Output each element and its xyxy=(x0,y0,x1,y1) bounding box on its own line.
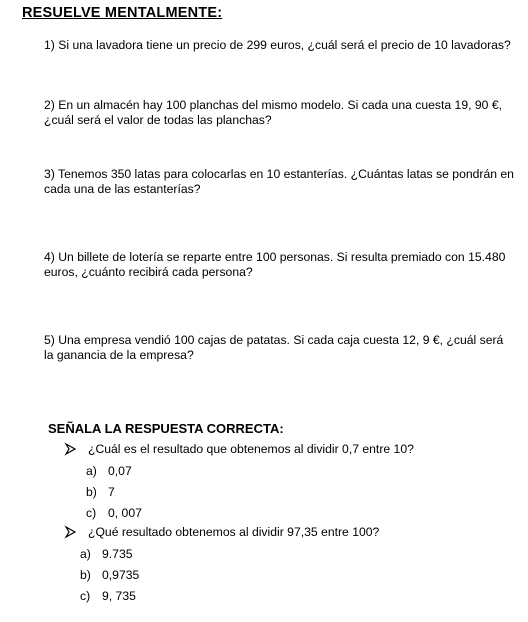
question-1: 1) Si una lavadora tiene un precio de 299 euros, ¿cuál será el precio de 10 lavadoras? xyxy=(44,38,511,52)
mc-2-option-a: a) 9.735 xyxy=(80,547,133,561)
mc-1-option-c: c) 0, 007 xyxy=(86,506,142,520)
arrow-bullet-icon xyxy=(64,441,78,457)
mc-question-1-text: ¿Cuál es el resultado que obtenemos al dividir 0,7 entre 10? xyxy=(88,442,414,456)
mc-2-option-b: b) 0,9735 xyxy=(80,568,140,582)
question-3: 3) Tenemos 350 latas para colocarlas en 10 estanterías. ¿Cuántas latas se pondrán en cada una de las estanterías? xyxy=(44,167,514,196)
page-title: RESUELVE MENTALMENTE: xyxy=(22,5,223,21)
mc-2-option-c: c) 9, 735 xyxy=(80,589,136,603)
question-2: 2) En un almacén hay 100 planchas del mismo modelo. Si cada una cuesta 19, 90 €, ¿cuál será el valor de todas las planchas? xyxy=(44,98,502,127)
question-5: 5) Una empresa vendió 100 cajas de patatas. Si cada caja cuesta 12, 9 €, ¿cuál será la ganancia de la empresa? xyxy=(44,333,504,362)
mc-1-option-b: b) 7 xyxy=(86,485,115,499)
mc-question-2-text: ¿Qué resultado obtenemos al dividir 97,35 entre 100? xyxy=(88,525,380,539)
mc-1-option-a: a) 0,07 xyxy=(86,464,132,478)
mc-question-1 xyxy=(64,441,414,457)
question-4: 4) Un billete de lotería se reparte entre 100 personas. Si resulta premiado con 15.480 euros, ¿cuánto recibirá cada persona? xyxy=(44,250,506,279)
section-title: SEÑALA LA RESPUESTA CORRECTA: xyxy=(48,421,284,436)
arrow-bullet-icon xyxy=(64,524,78,540)
mc-question-2 xyxy=(64,524,379,540)
